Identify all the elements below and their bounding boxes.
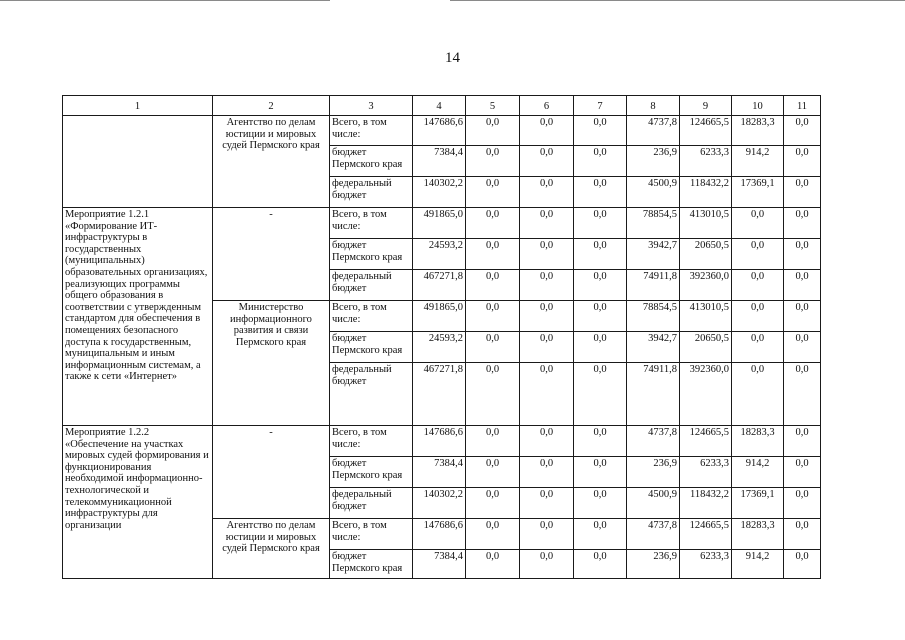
amount-cell: 0,0	[732, 363, 784, 426]
amount-cell: 0,0	[574, 426, 627, 457]
amount-cell: 413010,5	[680, 208, 732, 239]
amount-cell: 6233,3	[680, 457, 732, 488]
funding-source-cell: федеральный бюджет	[330, 363, 413, 426]
amount-cell: 413010,5	[680, 301, 732, 332]
amount-cell: 0,0	[574, 270, 627, 301]
amount-cell: 0,0	[520, 116, 574, 146]
amount-cell: 0,0	[574, 332, 627, 363]
column-header: 6	[520, 96, 574, 116]
amount-cell: 4500,9	[627, 488, 680, 519]
amount-cell: 18283,3	[732, 426, 784, 457]
page-number: 14	[445, 50, 460, 66]
amount-cell: 914,2	[732, 457, 784, 488]
amount-cell: 4737,8	[627, 519, 680, 550]
amount-cell: 6233,3	[680, 146, 732, 177]
executor-cell: Агентство по делам юстиции и мировых судей Пермского края	[213, 519, 330, 579]
funding-source-cell: бюджет Пермского края	[330, 550, 413, 579]
amount-cell: 467271,8	[413, 363, 466, 426]
amount-cell: 0,0	[574, 116, 627, 146]
header-row	[63, 96, 821, 116]
column-header: 4	[413, 96, 466, 116]
amount-cell: 0,0	[784, 301, 821, 332]
amount-cell: 0,0	[520, 332, 574, 363]
amount-cell: 0,0	[574, 208, 627, 239]
amount-cell: 0,0	[784, 270, 821, 301]
column-header: 8	[627, 96, 680, 116]
column-header: 1	[63, 96, 213, 116]
amount-cell: 0,0	[520, 550, 574, 579]
amount-cell: 0,0	[466, 146, 520, 177]
executor-cell: -	[213, 208, 330, 301]
amount-cell: 0,0	[784, 208, 821, 239]
amount-cell: 147686,6	[413, 426, 466, 457]
funding-source-cell: федеральный бюджет	[330, 270, 413, 301]
amount-cell: 0,0	[466, 208, 520, 239]
amount-cell: 24593,2	[413, 239, 466, 270]
amount-cell: 118432,2	[680, 177, 732, 208]
amount-cell: 78854,5	[627, 208, 680, 239]
amount-cell: 0,0	[784, 426, 821, 457]
amount-cell: 236,9	[627, 550, 680, 579]
amount-cell: 147686,6	[413, 519, 466, 550]
amount-cell: 0,0	[466, 363, 520, 426]
funding-source-cell: Всего, в том числе:	[330, 426, 413, 457]
funding-source-cell: Всего, в том числе:	[330, 208, 413, 239]
amount-cell: 0,0	[520, 363, 574, 426]
amount-cell: 17369,1	[732, 488, 784, 519]
amount-cell: 18283,3	[732, 519, 784, 550]
amount-cell: 0,0	[784, 332, 821, 363]
amount-cell: 0,0	[520, 177, 574, 208]
amount-cell: 74911,8	[627, 270, 680, 301]
amount-cell: 491865,0	[413, 301, 466, 332]
table-row	[63, 426, 821, 457]
amount-cell: 124665,5	[680, 519, 732, 550]
amount-cell: 0,0	[520, 426, 574, 457]
amount-cell: 0,0	[732, 301, 784, 332]
column-header: 10	[732, 96, 784, 116]
event-name-cell: Мероприятие 1.2.1 «Формирование ИТ-инфраструктуры в государственных (муниципальных) образовательных организациях, реализующих программы общего образования в соответствии с утвержденным стандартом для обеспечения в помещениях безопасного доступа к государственным, муниципальным и иным информационным системам, а также к сети «Интернет»	[63, 208, 213, 426]
amount-cell: 0,0	[784, 550, 821, 579]
amount-cell: 0,0	[784, 239, 821, 270]
amount-cell: 140302,2	[413, 177, 466, 208]
amount-cell: 0,0	[466, 519, 520, 550]
funding-source-cell: бюджет Пермского края	[330, 239, 413, 270]
amount-cell: 0,0	[466, 116, 520, 146]
amount-cell: 0,0	[784, 519, 821, 550]
amount-cell: 236,9	[627, 457, 680, 488]
amount-cell: 0,0	[466, 550, 520, 579]
amount-cell: 3942,7	[627, 332, 680, 363]
amount-cell: 0,0	[574, 239, 627, 270]
amount-cell: 20650,5	[680, 239, 732, 270]
amount-cell: 20650,5	[680, 332, 732, 363]
amount-cell: 0,0	[784, 116, 821, 146]
event-name-cell	[63, 116, 213, 208]
executor-cell: Агентство по делам юстиции и мировых судей Пермского края	[213, 116, 330, 208]
amount-cell: 467271,8	[413, 270, 466, 301]
column-header: 11	[784, 96, 821, 116]
top-rule-left	[0, 0, 330, 1]
amount-cell: 0,0	[520, 519, 574, 550]
amount-cell: 0,0	[520, 208, 574, 239]
funding-source-cell: федеральный бюджет	[330, 177, 413, 208]
amount-cell: 6233,3	[680, 550, 732, 579]
funding-source-cell: бюджет Пермского края	[330, 146, 413, 177]
column-header: 9	[680, 96, 732, 116]
amount-cell: 0,0	[784, 363, 821, 426]
amount-cell: 0,0	[466, 426, 520, 457]
amount-cell: 118432,2	[680, 488, 732, 519]
top-rule-right	[450, 0, 905, 1]
amount-cell: 491865,0	[413, 208, 466, 239]
amount-cell: 7384,4	[413, 550, 466, 579]
executor-cell: -	[213, 426, 330, 519]
column-header: 5	[466, 96, 520, 116]
amount-cell: 0,0	[574, 488, 627, 519]
amount-cell: 0,0	[732, 208, 784, 239]
amount-cell: 0,0	[732, 332, 784, 363]
amount-cell: 0,0	[732, 270, 784, 301]
amount-cell: 78854,5	[627, 301, 680, 332]
amount-cell: 0,0	[574, 550, 627, 579]
executor-cell: Министерство информационного развития и связи Пермского края	[213, 301, 330, 426]
amount-cell: 0,0	[466, 488, 520, 519]
amount-cell: 0,0	[520, 457, 574, 488]
amount-cell: 0,0	[466, 332, 520, 363]
amount-cell: 0,0	[574, 519, 627, 550]
amount-cell: 0,0	[732, 239, 784, 270]
amount-cell: 0,0	[784, 457, 821, 488]
amount-cell: 4737,8	[627, 426, 680, 457]
amount-cell: 0,0	[574, 301, 627, 332]
funding-source-cell: бюджет Пермского края	[330, 332, 413, 363]
amount-cell: 4737,8	[627, 116, 680, 146]
amount-cell: 0,0	[520, 146, 574, 177]
amount-cell: 147686,6	[413, 116, 466, 146]
funding-source-cell: Всего, в том числе:	[330, 301, 413, 332]
column-header: 2	[213, 96, 330, 116]
table-row	[63, 116, 821, 146]
amount-cell: 124665,5	[680, 116, 732, 146]
funding-source-cell: бюджет Пермского края	[330, 457, 413, 488]
event-name-cell: Мероприятие 1.2.2 «Обеспечение на участках мировых судей формирования и функционирования необходимой информационно-технологической и телекоммуникационной инфраструктуры для организации	[63, 426, 213, 579]
amount-cell: 0,0	[466, 301, 520, 332]
funding-source-cell: Всего, в том числе:	[330, 116, 413, 146]
amount-cell: 4500,9	[627, 177, 680, 208]
amount-cell: 0,0	[574, 363, 627, 426]
amount-cell: 24593,2	[413, 332, 466, 363]
amount-cell: 0,0	[574, 457, 627, 488]
column-header: 3	[330, 96, 413, 116]
amount-cell: 0,0	[520, 301, 574, 332]
amount-cell: 7384,4	[413, 457, 466, 488]
amount-cell: 0,0	[574, 177, 627, 208]
budget-table	[62, 95, 821, 579]
amount-cell: 914,2	[732, 550, 784, 579]
funding-source-cell: Всего, в том числе:	[330, 519, 413, 550]
amount-cell: 0,0	[520, 239, 574, 270]
amount-cell: 392360,0	[680, 363, 732, 426]
amount-cell: 0,0	[466, 239, 520, 270]
amount-cell: 17369,1	[732, 177, 784, 208]
amount-cell: 0,0	[466, 270, 520, 301]
amount-cell: 0,0	[520, 488, 574, 519]
amount-cell: 74911,8	[627, 363, 680, 426]
amount-cell: 914,2	[732, 146, 784, 177]
amount-cell: 3942,7	[627, 239, 680, 270]
table-row	[63, 208, 821, 239]
amount-cell: 140302,2	[413, 488, 466, 519]
amount-cell: 0,0	[784, 177, 821, 208]
amount-cell: 0,0	[520, 270, 574, 301]
amount-cell: 392360,0	[680, 270, 732, 301]
amount-cell: 124665,5	[680, 426, 732, 457]
column-header: 7	[574, 96, 627, 116]
amount-cell: 18283,3	[732, 116, 784, 146]
amount-cell: 0,0	[784, 146, 821, 177]
amount-cell: 236,9	[627, 146, 680, 177]
amount-cell: 0,0	[466, 177, 520, 208]
funding-source-cell: федеральный бюджет	[330, 488, 413, 519]
table-body	[63, 116, 821, 579]
amount-cell: 7384,4	[413, 146, 466, 177]
amount-cell: 0,0	[784, 488, 821, 519]
amount-cell: 0,0	[574, 146, 627, 177]
amount-cell: 0,0	[466, 457, 520, 488]
